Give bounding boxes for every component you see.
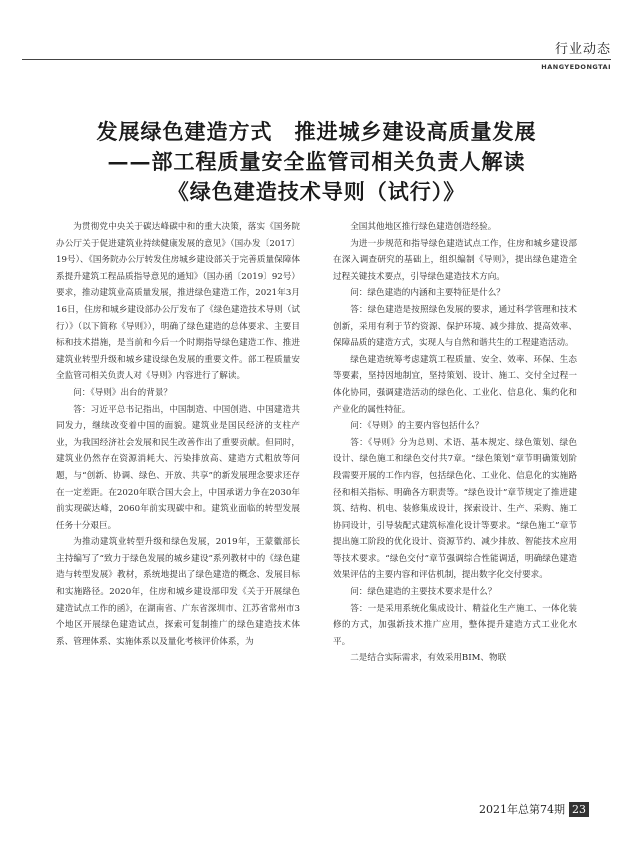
paragraph: 为推动建筑业转型升级和绿色发展，2019年，王蒙徽部长主持编写了“致力于绿色发展的城乡建设”系列教材中的《绿色建造与转型发展》教材，系统地提出了绿色建造的概念、发展目标和实施路径。2020年，住房和城乡建设部印发《关于开展绿色建造试点工作的函》，在湖南省、广东省深圳市、江苏省常州市3个地区开展绿色建造试点，探索可复制推广的绿色建造技术体系、管理体系、实施体系以及量化考核评价体系，为: [56, 537, 300, 647]
paragraph: 问：绿色建造的内涵和主要特征是什么？: [350, 288, 505, 299]
paragraph: 答：绿色建造是按照绿色发展的要求，通过科学管理和技术创新，采用有利于节约资源、保护环境、减少排放、提高效率、保障品质的建造方式，实现人与自然和谐共生的工程建造活动。: [333, 304, 577, 349]
paragraph: 全国其他地区推行绿色建造创造经验。: [350, 222, 497, 232]
paragraph: 问：《导则》的主要内容包括什么？: [350, 421, 484, 432]
title-line-2: ——部工程质量安全监管司相关负责人解读: [107, 149, 526, 174]
section-header: [541, 38, 611, 71]
title-line-3: 《绿色建造技术导则（试行）》: [167, 179, 466, 204]
body-column-right: [333, 219, 577, 667]
section-title: 行业动态: [554, 42, 611, 57]
paragraph: 答：一是采用系统化集成设计、精益化生产施工、一体化装修的方式，加强新技术推广应用，整体提升建造方式工业化水平。: [333, 603, 577, 647]
page-number: 23: [569, 802, 589, 817]
paragraph: 问：《导则》出台的背景？: [73, 387, 173, 398]
header-divider: [22, 59, 611, 60]
paragraph: 为贯彻党中央关于碳达峰碳中和的重大决策，落实《国务院办公厅关于促进建筑业持续健康发展的意见》（国办发〔2017〕19号）、《国务院办公厅转发住房城乡建设部关于完善质量保障体系提升建筑工程品质指导意见的通知》（国办函〔2019〕92号）要求，推动建筑业高质量发展，推进绿色建造工作，2021年3月16日，住房和城乡建设部办公厅发布了《绿色建造技术导则（试行）》（以下简称《导则》），明确了绿色建造的总体要求、主要目标和技术措施，是当前和今后一个时期指导绿色建造工作、推进建筑业转型升级和城乡建设绿色发展的重要文件。部工程质量安全监管司相关负责人对《导则》内容进行了解读。: [56, 222, 300, 382]
paragraph: 问：绿色建造的主要技术要求是什么？: [350, 587, 497, 598]
issue-label: 2021年总第74期: [479, 803, 565, 816]
paragraph: 答：《导则》分为总则、术语、基本规定、绿色策划、绿色设计、绿色施工和绿色交付共7章。“绿色策划”章节明确策划阶段需要开展的工作内容，包括绿色化、工业化、信息化的实施路径和相关指标、明确各方职责等。“绿色设计”章节规定了推进建筑、结构、机电、装修集成设计，探索设计、生产、采购、施工协同设计，引导装配式建筑标准化设计等要求。“绿色施工”章节提出施工阶段的优化设计、资源节约、减少排放、智能技术应用等技术要求。“绿色交付”章节强调综合性能调适，明确绿色建造效果评估的主要内容和评估机制，提出数字化交付要求。: [333, 437, 577, 581]
paragraph: 答：习近平总书记指出，中国制造、中国创造、中国建造共同发力，继续改变着中国的面貌。建筑业是国民经济的支柱产业，为我国经济社会发展和民生改善作出了重要贡献。但同时，建筑业仍然存在资源消耗大、污染排放高、建造方式粗放等问题，与“创新、协调、绿色、开放、共享”的新发展理念要求还存在一定差距。在2020年联合国大会上，中国承诺力争在2030年前实现碳达峰，2060年前实现碳中和。建筑业面临的转型发展任务十分艰巨。: [56, 404, 300, 531]
article-title: [0, 118, 633, 206]
page-footer: [479, 801, 589, 817]
paragraph: 为进一步规范和指导绿色建造试点工作，住房和城乡建设部在深入调查研究的基础上，组织编制《导则》，提出绿色建造全过程关键技术要点，引导绿色建造技术方向。: [333, 238, 577, 282]
title-line-1: 发展绿色建造方式 推进城乡建设高质量发展: [96, 119, 537, 144]
paragraph: 绿色建造统筹考虑建筑工程质量、安全、效率、环保、生态等要素，坚持因地制宜，坚持策划、设计、施工、交付全过程一体化协同，强调建造活动的绿色化、工业化、信息化、集约化和产业化的属性特征。: [333, 354, 577, 415]
section-pinyin: HANGYEDONGTAI: [541, 63, 611, 71]
paragraph: 二是结合实际需求，有效采用BIM、物联: [350, 653, 507, 664]
body-column-left: [56, 219, 300, 650]
